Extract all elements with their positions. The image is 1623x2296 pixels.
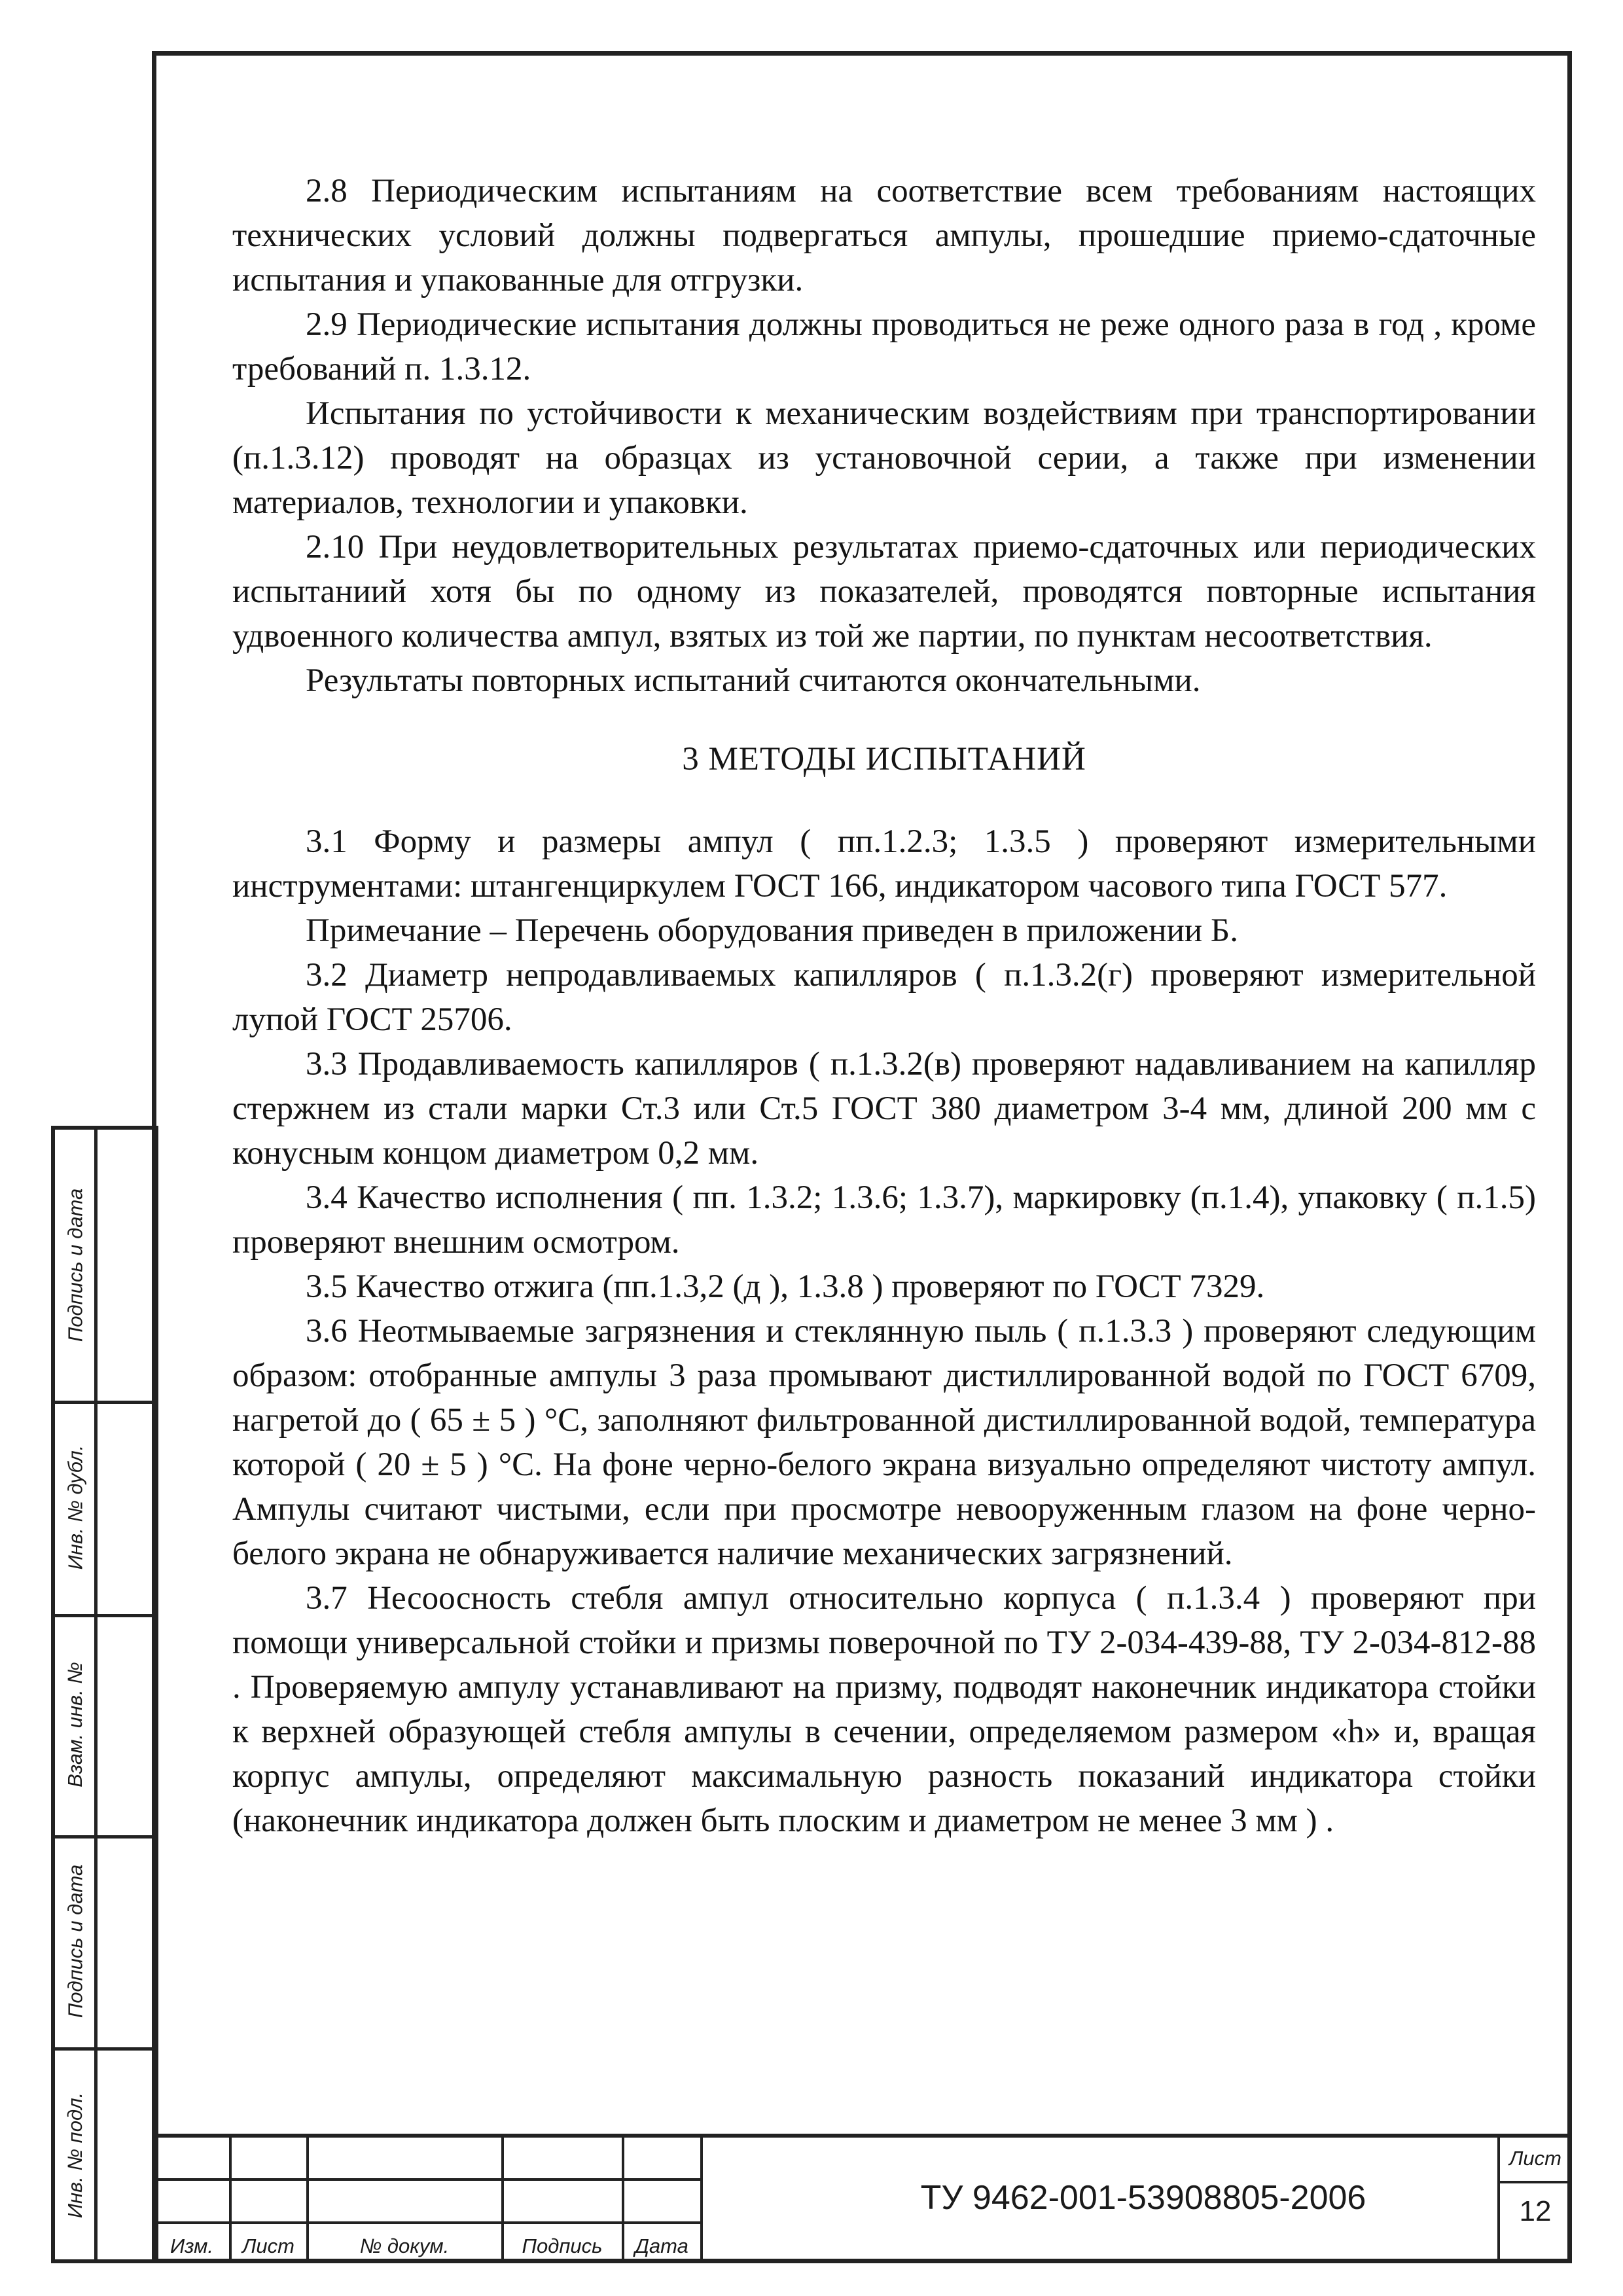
label-doc-number: № докум.: [359, 2234, 450, 2257]
paragraph-2-10: 2.10 При неудовлетворительных результатах приемо-сдаточных или периодических испытаниий хотя бы по одному из показателей, проводятся повторные испытания удвоенного количества ампул, взятых из той же партии, по пунктам несоответствия.: [232, 529, 1536, 655]
side-label-signature-date-top: Подпись и дата: [63, 1188, 86, 1342]
title-block-row-line: [1497, 2181, 1572, 2183]
paragraph-2-8: 2.8 Периодическим испытаниям на соответствие всем требованиям настоящих технических условий должны подвергаться ампулы, прошедшие приемо-сдаточные испытания и упакованные для отгрузки.: [232, 173, 1536, 298]
document-body: [232, 169, 1536, 1843]
side-stamp-column: [51, 1126, 158, 2263]
paragraph-3-4: 3.4 Качество исполнения ( пп. 1.3.2; 1.3.6; 1.3.7), маркировку (п.1.4), упаковку ( п.1.5) проверяют внешним осмотром.: [232, 1179, 1536, 1261]
paragraph-3-1: 3.1 Форму и размеры ампул ( пп.1.2.3; 1.3.5 ) проверяют измерительными инструментами: штангенциркулем ГОСТ 166, индикатором часового типа ГОСТ 577.: [232, 823, 1536, 905]
paragraph-3-2: 3.2 Диаметр непродавливаемых капилляров ( п.1.3.2(г) проверяют измерительной лупой ГОСТ 25706.: [232, 957, 1536, 1038]
side-label-replacement-inventory: Взам. инв. №: [63, 1662, 86, 1787]
paragraph-transport-tests: Испытания по устойчивости к механическим воздействиям при транспортировании (п.1.3.12) проводят на образцах из установочной серии, а также при изменении материалов, технологии и упаковки.: [232, 395, 1536, 521]
label-sheet: Лист: [1509, 2147, 1561, 2170]
document-code: ТУ 9462-001-53908805-2006: [920, 2179, 1366, 2217]
paragraph-repeat-results: Результаты повторных испытаний считаются окончательными.: [306, 662, 1201, 699]
label-date: Дата: [635, 2234, 688, 2257]
paragraph-3-7: 3.7 Несоосность стебля ампул относительно корпуса ( п.1.3.4 ) проверяют при помощи универсальной стойки и призмы поверочной по ТУ 2-034-439-88, ТУ 2-034-812-88 . Проверяемую ампулу устанавливают на призму, подводят наконечник индикатора стойки к верхней образующей стебля ампулы в сечении, определяемом размером «h» и, вращая корпус ампулы, определяют максимальную разность показаний индикатора стойки (наконечник индикатора должен быть плоским и диаметром не менее 3 мм ) .: [232, 1580, 1536, 1839]
title-block-col-line: [700, 2138, 703, 2263]
title-block: [152, 2134, 1572, 2263]
paragraph-3-6: 3.6 Неотмываемые загрязнения и стеклянную пыль ( п.1.3.3 ) проверяют следующим образом: отобранные ампулы 3 раза промывают дистиллированной водой по ГОСТ 6709, нагретой до ( 65 ± 5 ) °С, заполняют фильтрованной дистиллированной водой, температура которой ( 20 ± 5 ) °С. На фоне черно-белого экрана визуально определяют чистоту ампул. Ампулы считают чистыми, если при просмотре невооруженным глазом на фоне черно-белого экрана не обнаруживается наличие механических загрязнений.: [232, 1313, 1536, 1572]
side-label-signature-date-bottom: Подпись и дата: [63, 1864, 86, 2018]
side-label-dup-inventory: Инв. № дубл.: [63, 1444, 86, 1570]
paragraph-3-5: 3.5 Качество отжига (пп.1.3,2 (д ), 1.3.8 ) проверяют по ГОСТ 7329.: [306, 1268, 1265, 1305]
side-label-original-inventory: Инв. № подл.: [63, 2092, 87, 2219]
sheet-number: 12: [1519, 2195, 1552, 2227]
title-block-row-line: [152, 2178, 702, 2181]
label-signature: Подпись: [522, 2234, 603, 2257]
section-heading: 3 МЕТОДЫ ИСПЫТАНИЙ: [682, 741, 1086, 778]
paragraph-note: Примечание – Перечень оборудования приведен в приложении Б.: [306, 912, 1238, 949]
paragraph-2-9: 2.9 Периодические испытания должны проводиться не реже одного раза в год , кроме требований п. 1.3.12.: [232, 306, 1536, 387]
paragraph-3-3: 3.3 Продавливаемость капилляров ( п.1.3.2(в) проверяют надавливанием на капилляр стержнем из стали марки Ст.3 или Ст.5 ГОСТ 380 диаметром 3-4 мм, длиной 200 мм с конусным концом диаметром 0,2 мм.: [232, 1046, 1536, 1172]
label-list: Лист: [242, 2234, 294, 2257]
title-block-row-line: [152, 2221, 702, 2224]
label-izm: Изм.: [169, 2234, 214, 2257]
